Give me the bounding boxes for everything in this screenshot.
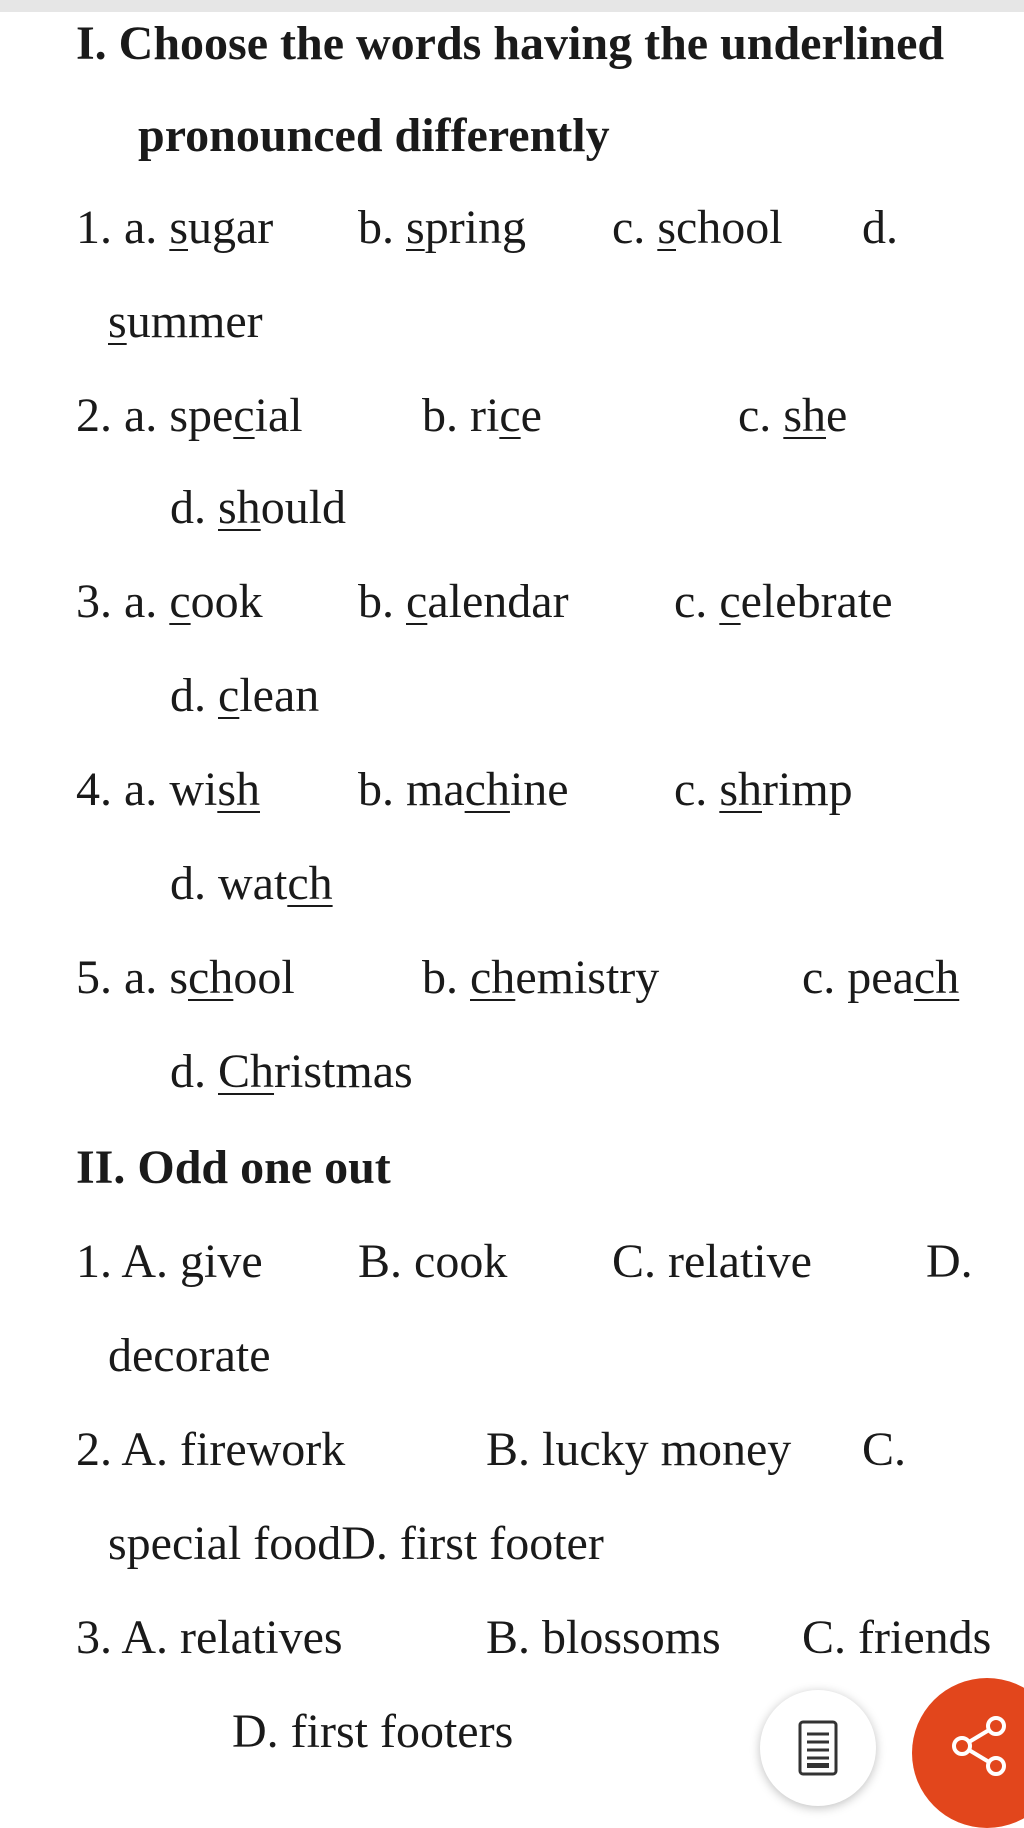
q1-option-d-word: summer — [108, 295, 263, 348]
q3-option-d: d. clean — [170, 669, 320, 722]
section-2-title: II. Odd one out — [76, 1141, 391, 1194]
q3-option-a: 3. a. cook — [76, 575, 263, 628]
q3-option-c: c. celebrate — [674, 575, 893, 628]
odd-q2-option-c-label: C. — [862, 1423, 907, 1476]
section-1-title-line-1: I. Choose the words having the underlined — [76, 17, 945, 70]
q2-option-a: 2. a. special — [76, 389, 303, 442]
q2-option-c: c. she — [738, 389, 848, 442]
share-icon — [948, 1714, 1012, 1778]
odd-q3-option-b: B. blossoms — [486, 1611, 721, 1664]
document-icon — [798, 1720, 838, 1776]
odd-q2-continuation: special foodD. first footer — [108, 1517, 604, 1570]
odd-q3-option-c: C. friends — [802, 1611, 992, 1664]
q5-option-c: c. peach — [802, 951, 960, 1004]
q4-option-a: 4. a. wish — [76, 763, 260, 816]
q5-option-d: d. Christmas — [170, 1045, 413, 1098]
odd-q3-option-d: D. first footers — [232, 1705, 514, 1758]
section-1-title-line-2: pronounced differently — [138, 109, 610, 162]
q3-option-b: b. calendar — [358, 575, 569, 628]
q1-option-a: 1. a. sugar — [76, 201, 274, 254]
q4-option-c: c. shrimp — [674, 763, 853, 816]
q5-option-a: 5. a. school — [76, 951, 295, 1004]
q4-option-d: d. watch — [170, 857, 333, 910]
q1-option-b: b. spring — [358, 201, 527, 254]
odd-q2-option-b: B. lucky money — [486, 1423, 792, 1476]
q2-option-d: d. should — [170, 481, 347, 534]
odd-q1-option-b: B. cook — [358, 1235, 508, 1288]
q4-option-b: b. machine — [358, 763, 569, 816]
odd-q1-option-d-word: decorate — [108, 1329, 271, 1382]
q1-option-d-label: d. — [862, 201, 898, 254]
odd-q3-option-a: 3. A. relatives — [76, 1611, 343, 1664]
top-status-strip — [0, 0, 1024, 12]
odd-q1-option-d-label: D. — [926, 1235, 973, 1288]
odd-q2-option-a: 2. A. firework — [76, 1423, 346, 1476]
q2-option-b: b. rice — [422, 389, 542, 442]
q1-option-c: c. school — [612, 201, 783, 254]
odd-q1-option-c: C. relative — [612, 1235, 812, 1288]
q5-option-b: b. chemistry — [422, 951, 660, 1004]
document-view-button[interactable] — [760, 1690, 876, 1806]
share-button[interactable] — [912, 1678, 1024, 1828]
odd-q1-option-a: 1. A. give — [76, 1235, 263, 1288]
